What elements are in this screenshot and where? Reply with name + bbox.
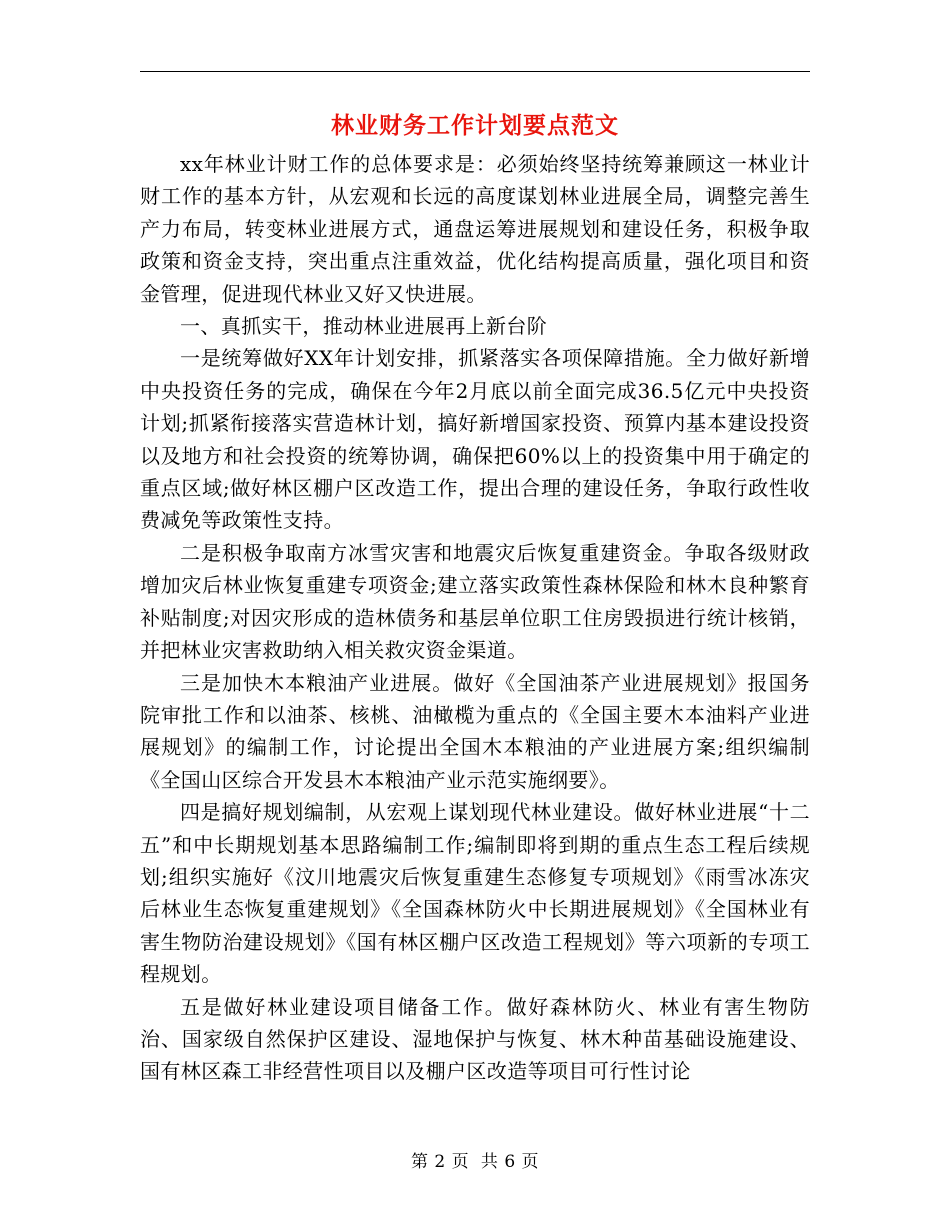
section-heading: 一、真抓实干，推动林业进展再上新台阶 — [180, 314, 548, 339]
page-footer — [0, 1150, 950, 1174]
footer-prefix: 第 — [410, 1152, 429, 1172]
paragraph-item-4: 四是搞好规划编制，从宏观上谋划现代林业建设。做好林业进展“十二五”和中长期规划基本思路编制工作;编制即将到期的重点生态工程后续规划;组织实施好《汶川地震灾后恢复重建生态修复专项规划》《雨雪冰冻灾后林业生态恢复重建规划》《全国森林防火中长期进展规划》《全国林业有害生物防治建设规划》《国有林区棚户区改造工程规划》等六项新的专项工程规划。 — [140, 800, 810, 987]
paragraph-item-3: 三是加快木本粮油产业进展。做好《全国油茶产业进展规划》报国务院审批工作和以油茶、核桃、油橄榄为重点的《全国主要木本油料产业进展规划》的编制工作，讨论提出全国木本粮油的产业进展方案;组织编制《全国山区综合开发县木本粮油产业示范实施纲要》。 — [140, 670, 810, 792]
document-body — [140, 148, 810, 1088]
footer-suffix: 页 — [521, 1152, 540, 1172]
paragraph-item-2: 二是积极争取南方冰雪灾害和地震灾后恢复重建资金。争取各级财政增加灾后林业恢复重建专项资金;建立落实政策性森林保险和林木良种繁育补贴制度;对因灾形成的造林债务和基层单位职工住房毁损进行统计核销，并把林业灾害救助纳入相关救灾资金渠道。 — [140, 540, 810, 663]
paragraph-item-1: 一是统筹做好XX年计划安排，抓紧落实各项保障措施。全力做好新增中央投资任务的完成，确保在今年2月底以前全面完成36.5亿元中央投资计划;抓紧衔接落实营造林计划，搞好新增国家投资、预算内基本建设投资以及地方和社会投资的统筹协调，确保把60%以上的投资集中用于确定的重点区域;做好林区棚户区改造工作，提出合理的建设任务，争取行政性收费减免等政策性支持。 — [140, 346, 810, 533]
footer-middle: 页 共 — [451, 1152, 499, 1172]
header-rule — [140, 71, 810, 72]
current-page-number: 2 — [434, 1152, 446, 1172]
total-pages-number: 6 — [504, 1152, 516, 1172]
paragraph-item-5: 五是做好林业建设项目储备工作。做好森林防火、林业有害生物防治、国家级自然保护区建设、湿地保护与恢复、林木种苗基础设施建设、国有林区森工非经营性项目以及棚户区改造等项目可行性讨论 — [140, 994, 810, 1084]
document-title: 林业财务工作计划要点范文 — [331, 112, 619, 139]
paragraph-intro: xx年林业计财工作的总体要求是：必须始终坚持统筹兼顾这一林业计财工作的基本方针，从宏观和长远的高度谋划林业进展全局，调整完善生产力布局，转变林业进展方式，通盘运筹进展规划和建设任务，积极争取政策和资金支持，突出重点注重效益，优化结构提高质量，强化项目和资金管理，促进现代林业又好又快进展。 — [140, 152, 810, 306]
